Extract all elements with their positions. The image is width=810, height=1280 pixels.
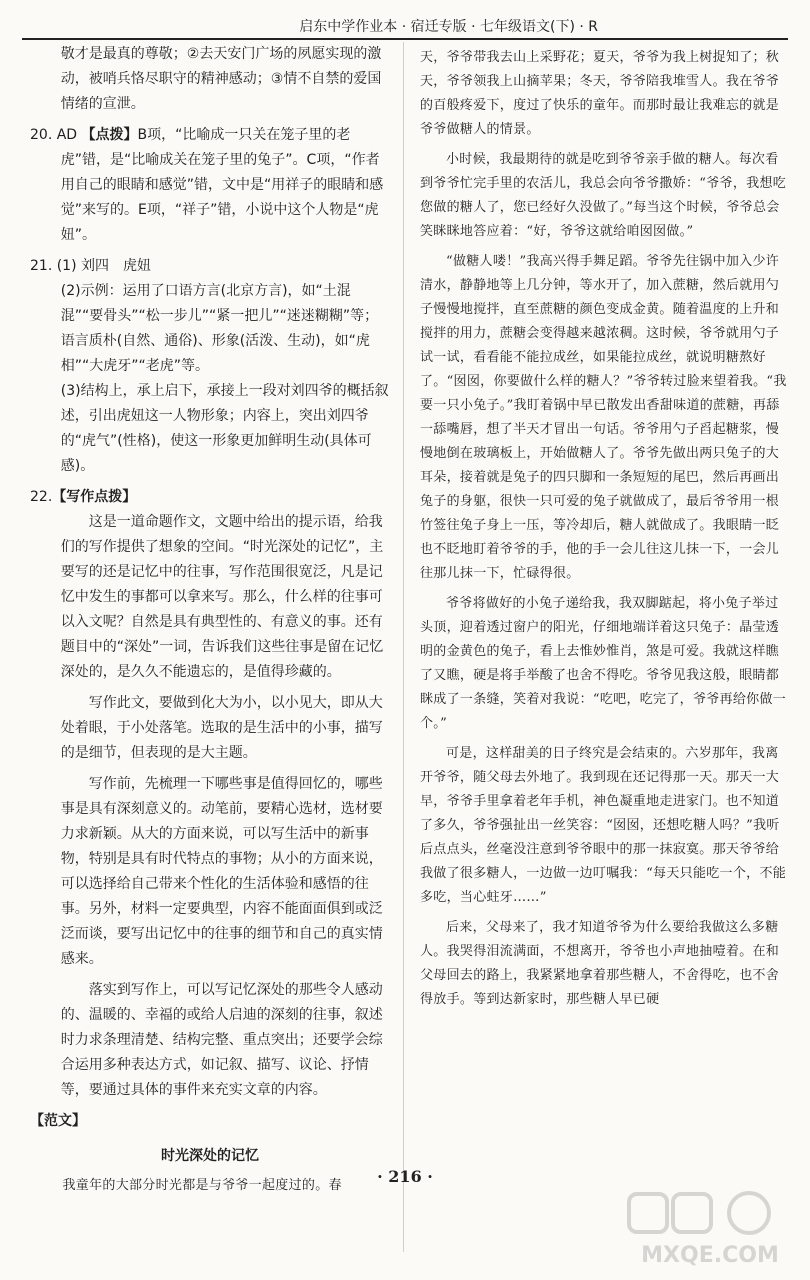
right-column (420, 46, 788, 1012)
answer-21-part3: (3)结构上，承上启下，承接上一段对刘四爷的概括叙述，引出虎妞这一人物形象；内容上，突出刘四爷的“虎气”(性格)，使这一形象更加鲜明生动(具体可感)。 (60, 383, 389, 474)
answer-22-tag: 【写作点拨】 (52, 489, 137, 505)
writing-tip-paragraph-4: 落实到写作上，可以写记忆深处的那些令人感动的、温暖的、幸福的或给人启迪的深刻的往事，叙述时力求条理清楚、结构完整、重点突出；还要学会综合运用多种表达方式，如记叙、描写、议论、抒情等，要通过具体的事件来充实文章的内容。 (60, 982, 383, 1098)
answer-20 (30, 123, 390, 248)
essay-paragraph-3: “做糖人喽！”我高兴得手舞足蹈。爷爷先往锅中加入少许清水，静静地等上几分钟，等水开了，加入蔗糖，然后就用勺子慢慢地搅拌，直至蔗糖的颜色变成金黄。随着温度的上升和搅拌的用力，蔗糖会变得越来越浓稠。这时候，爷爷就用勺子试一试，看看能不能拉成丝，如果能拉成丝，就说明糖熬好了。“囡囡，你要做什么样的糖人？”爷爷转过脸来望着我。“我要一只小兔子。”我盯着锅中早已散发出香甜味道的蔗糖，再舔一舔嘴唇，想了半天才冒出一句话。爷爷用勺子舀起糖浆，慢慢地倒在玻璃板上，开始做糖人了。爷爷先做出两只兔子的大耳朵，接着就是兔子的四只脚和一条短短的尾巴，然后再画出兔子的身躯，很快一只可爱的兔子就做成了，最后爷爷用一根竹签往兔子身上一压，等冷却后，糖人就做成了。我眼睛一眨也不眨地盯着爷爷的手，他的手一会儿往这儿抹一下，一会儿往那儿抹一下，忙碌得很。 (420, 254, 787, 581)
answer-22-number: 22. (30, 489, 53, 505)
answer-21-part2: (2)示例：运用了口语方言(北京方言)，如“土混混”“要骨头”“松一步儿”“紧一把儿”“迷迷糊糊”等；语言质朴(自然、通俗)、形象(活泼、生动)，如“虎相”“大虎牙”“老虎”等。 (60, 283, 379, 374)
header-title: 启东中学作业本 · 宿迁专版 · 七年级语文(下) · R (299, 19, 598, 35)
model-essay-tag: 【范文】 (30, 1113, 86, 1129)
writing-tip-paragraph-3: 写作前，先梳理一下哪些事是值得回忆的，哪些事是具有深刻意义的。动笔前，要精心选材，选材要力求新颖。从大的方面来说，可以写生活中的新事物，特别是具有时代特点的事物；从小的方面来说，可以选择给自己带来个性化的生活体验和感悟的往事。另外，材料一定要典型，内容不能面面俱到或泛泛而谈，要写出记忆中的往事的细节和自己的真实情感来。 (60, 776, 383, 967)
answer-19-continued: 敬才是最真的尊敬；②去天安门广场的夙愿实现的激动，被哨兵恪尽职守的精神感动；③情不自禁的爱国情绪的宣泄。 (60, 46, 382, 112)
answer-20-text: B项，“比喻成一只关在笼子里的老虎”错，是“比喻成关在笼子里的兔子”。C项，“作者用自己的眼睛和感觉”错，文中是“用祥子的眼睛和感觉”来写的。E项，“祥子”错，小说中这个人物是“虎妞”。 (60, 127, 384, 243)
answer-22-heading (30, 485, 390, 510)
essay-paragraph-5: 可是，这样甜美的日子终究是会结束的。六岁那年，我离开爷爷，随父母去外地了。我到现在还记得那一天。那天一大早，爷爷手里拿着老年手机，神色凝重地走进家门。也不知道了多久，爷爷强扯出一丝笑容：“囡囡，还想吃糖人吗？”我听后点点头，丝毫没注意到爷爷眼中的那一抹寂寞。那天爷爷给我做了很多糖人，一边做一边叮嘱我：“每天只能吃一个，不能多吃，当心蛀牙……” (420, 746, 787, 905)
essay-paragraph-6: 后来，父母来了，我才知道爷爷为什么要给我做这么多糖人。我哭得泪流满面，不想离开，爷爷也小声地抽噎着。在和父母回去的路上，我紧紧地拿着那些糖人，不舍得吃，也不舍得放手。等到达新家时，那些糖人早已硬 (420, 920, 780, 1007)
column-divider (403, 42, 404, 1252)
page-number: · 216 · (377, 1167, 433, 1186)
writing-tip-paragraph-1: 这是一道命题作文，文题中给出的提示语，给我们的写作提供了想象的空间。“时光深处的记忆”，主要写的还是记忆中的往事，写作范围很宽泛，凡是记忆中发生的事都可以拿来写。那么，什么样的往事可以入文呢？自然是具有典型性的、有意义的事。还有题目中的“深处”一词，告诉我们这些往事是留在记忆深处的，是久久不能遗忘的，是值得珍藏的。 (60, 514, 384, 680)
model-essay-paragraph-1: 我童年的大部分时光都是与爷爷一起度过的。春 (62, 1178, 342, 1193)
left-column (30, 42, 390, 1198)
watermark-text: MXQE.COM (641, 1243, 779, 1268)
model-essay-title: 时光深处的记忆 (161, 1148, 259, 1164)
essay-paragraph-4: 爷爷将做好的小兔子递给我，我双脚踮起，将小兔子举过头顶，迎着透过窗户的阳光，仔细地端详着这只兔子：晶莹透明的金黄色的兔子，看上去惟妙惟肖，煞是可爱。我就这样瞧了又瞧，硬是将手举酸了也舍不得吃。爷爷见我这般，眼睛都眯成了一条缝，笑着对我说：“吃吧，吃完了，爷爷再给你做一个。” (420, 596, 787, 731)
essay-paragraph-1-continued: 天，爷爷带我去山上采野花；夏天，爷爷为我上树捉知了；秋天，爷爷领我上山摘苹果；冬天，爷爷陪我堆雪人。我在爷爷的百般疼爱下，度过了快乐的童年。而那时最让我难忘的就是爷爷做糖人的情景。 (420, 50, 780, 137)
watermark-logo (625, 1190, 795, 1270)
page-header (22, 6, 788, 40)
answer-21-part1: 21. (1) 刘四 虎妞 (30, 258, 151, 274)
writing-tip-paragraph-2: 写作此文，要做到化大为小，以小见大，即从大处着眼，于小处落笔。选取的是生活中的小事，描写的是细节，但表现的是大主题。 (60, 695, 383, 761)
answer-20-tag: 【点拨】 (81, 127, 138, 143)
essay-paragraph-2: 小时候，我最期待的就是吃到爷爷亲手做的糖人。每次看到爷爷忙完手里的农活儿，我总会向爷爷撒娇：“爷爷，我想吃您做的糖人了，您已经好久没做了。”每当这个时候，爷爷总会笑眯眯地答应着：“好，爷爷这就给咱囡囡做。” (420, 152, 787, 239)
answer-20-number: 20. AD (30, 127, 78, 143)
